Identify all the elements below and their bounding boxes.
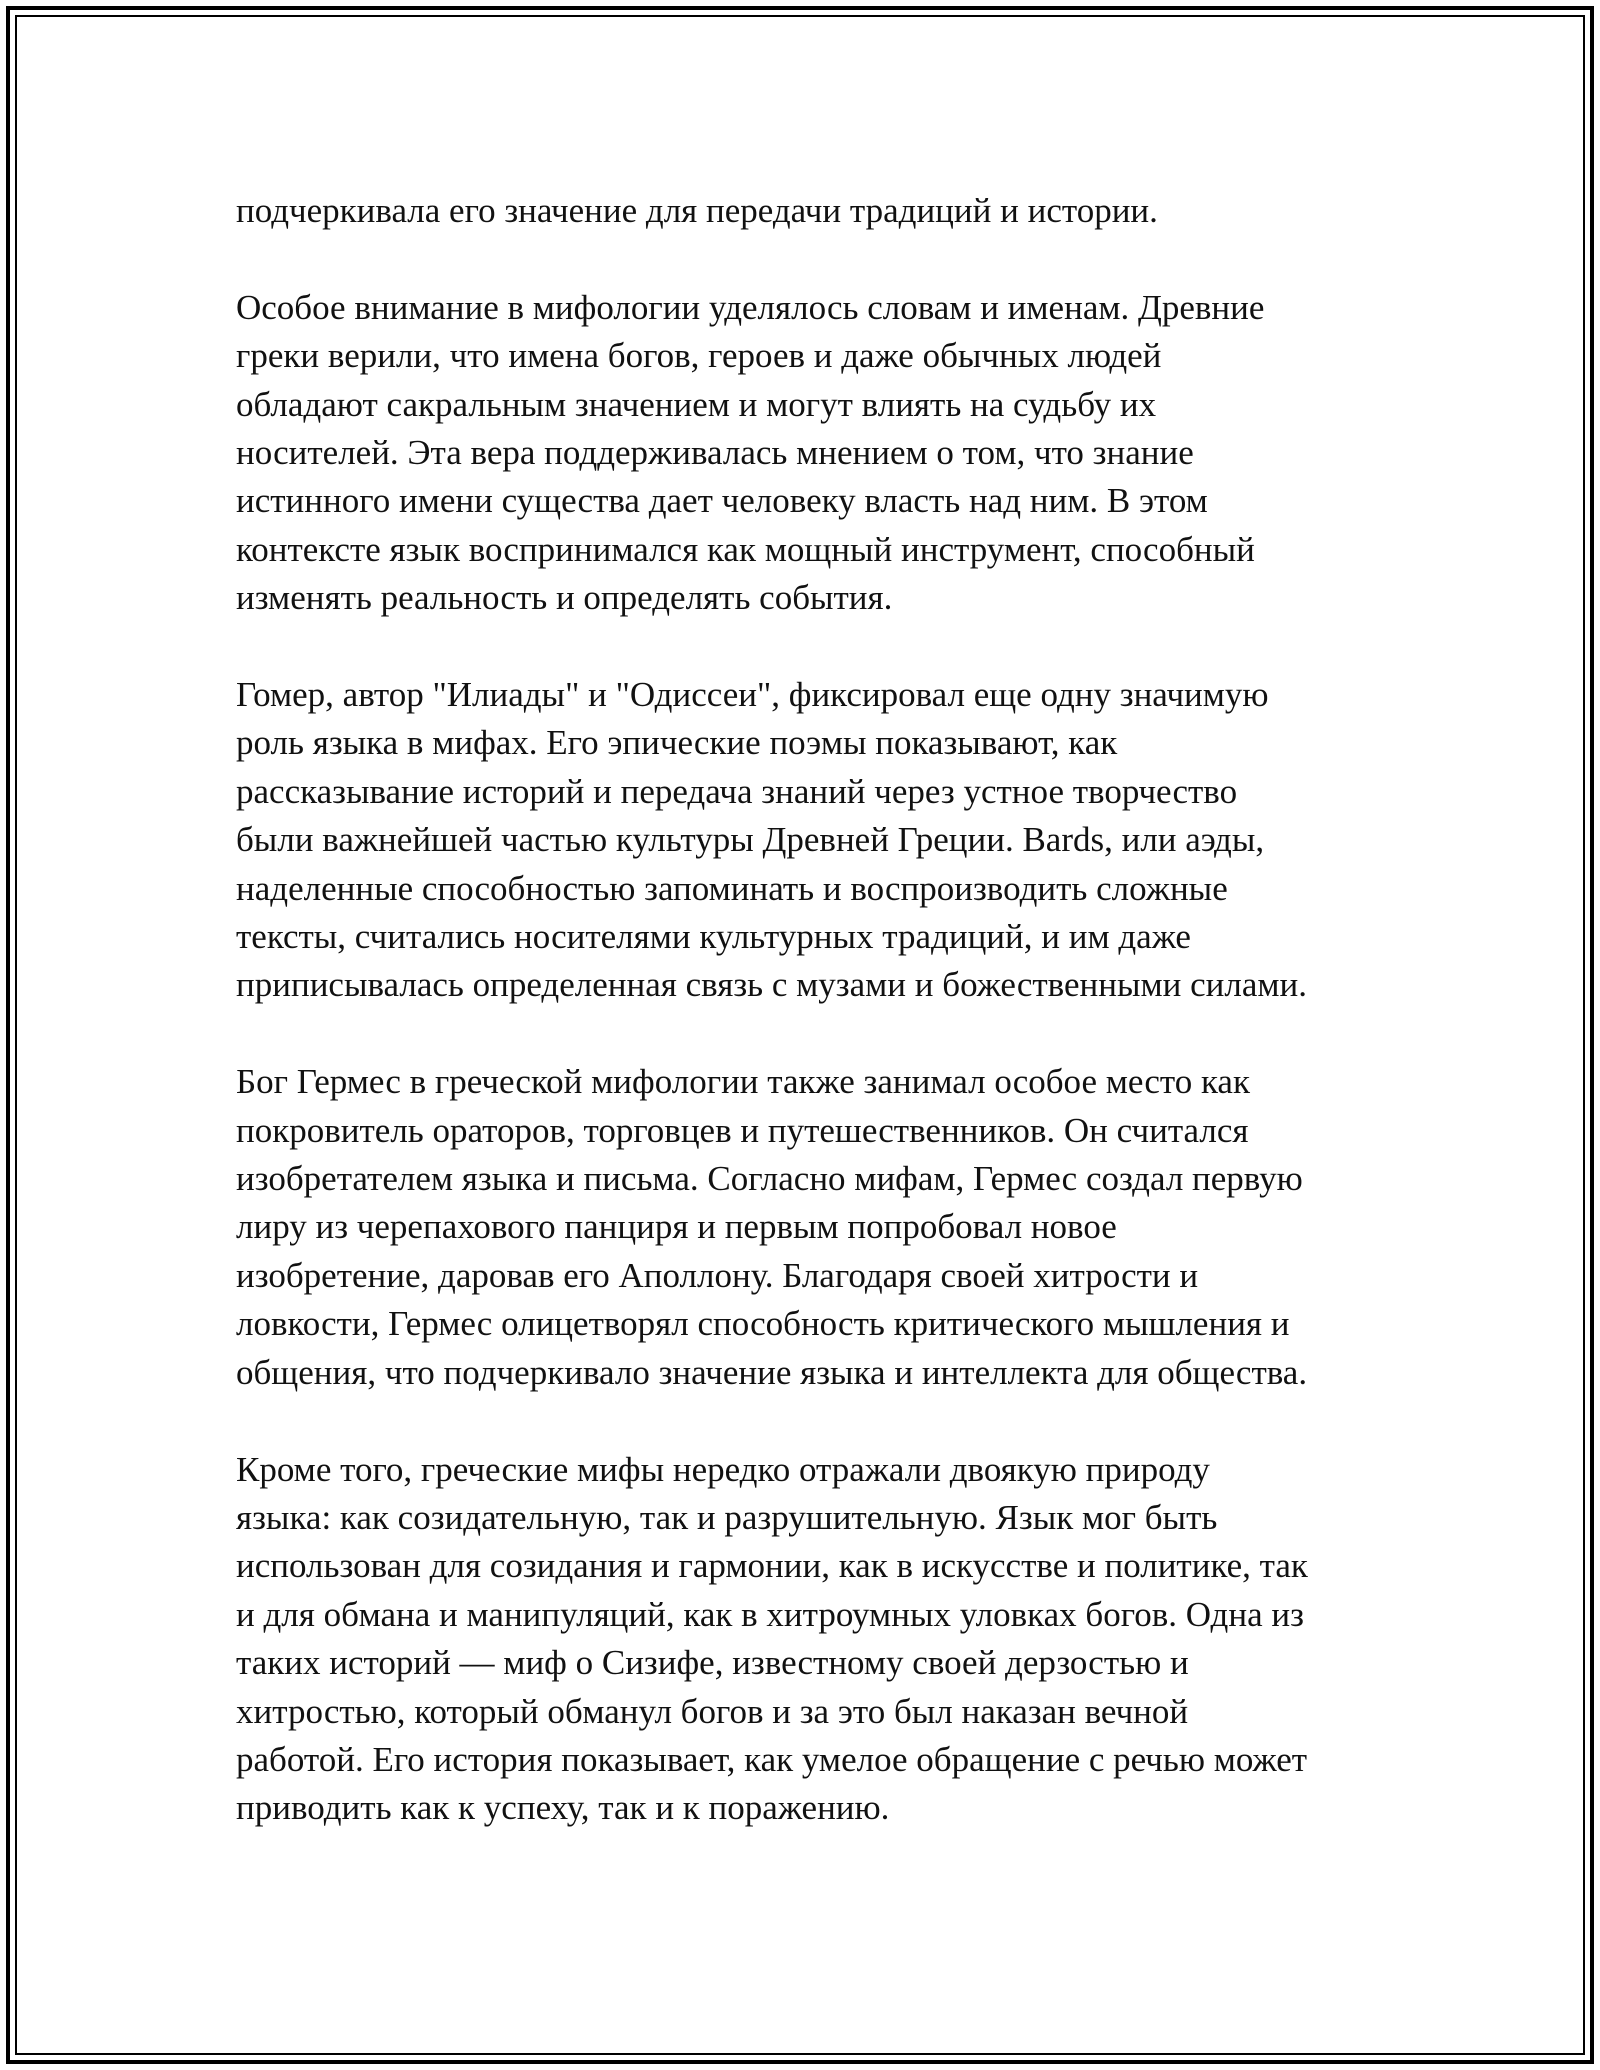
paragraph-1: подчеркивала его значение для передачи традиций и истории. xyxy=(236,191,1158,230)
paragraph-5: Кроме того, греческие мифы нередко отражали двоякую природу языка: как созидательную, так и разрушительную. Язык мог быть использован для созидания и гармонии, как в искусстве и политике, так и для обмана и манипуляций, как в хитроумных уловках богов. Одна из таких историй — миф о Сизифе, известному своей дерзостью и хитростью, который обманул богов и за это был наказан вечной работой. Его история показывает, как умелое обращение с речью может приводить как к успеху, так и к поражению. xyxy=(236,1449,1308,1828)
paragraph-4: Бог Гермес в греческой мифологии также занимал особое место как покровитель ораторов, торговцев и путешественников. Он считался изобретателем языка и письма. Согласно мифам, Гермес создал первую лиру из черепахового панциря и первым попробовал новое изобретение, даровав его Аполлону. Благодаря своей хитрости и ловкости, Гермес олицетворял способность критического мышления и общения, что подчеркивало значение языка и интеллекта для общества. xyxy=(236,1062,1308,1392)
paragraph-3: Гомер, автор "Илиады" и "Одиссеи", фиксировал еще одну значимую роль языка в мифах. Его эпические поэмы показывают, как рассказывание историй и передача знаний через устное творчество были важнейшей частью культуры Древней Греции. Bards, или аэды, наделенные способностью запоминать и воспроизводить сложные тексты, считались носителями культурных традиций, и им даже приписывалась определенная связь с музами и божественными силами. xyxy=(236,675,1308,1005)
paragraph-2: Особое внимание в мифологии уделялось словам и именам. Древние греки верили, что имена богов, героев и даже обычных людей обладают сакральным значением и могут влиять на судьбу их носителей. Эта вера поддерживалась мнением о том, что знание истинного имени существа дает человеку власть над ним. В этом контексте язык воспринимался как мощный инструмент, способный изменять реальность и определять события. xyxy=(236,287,1265,618)
document-body xyxy=(236,187,1366,1881)
